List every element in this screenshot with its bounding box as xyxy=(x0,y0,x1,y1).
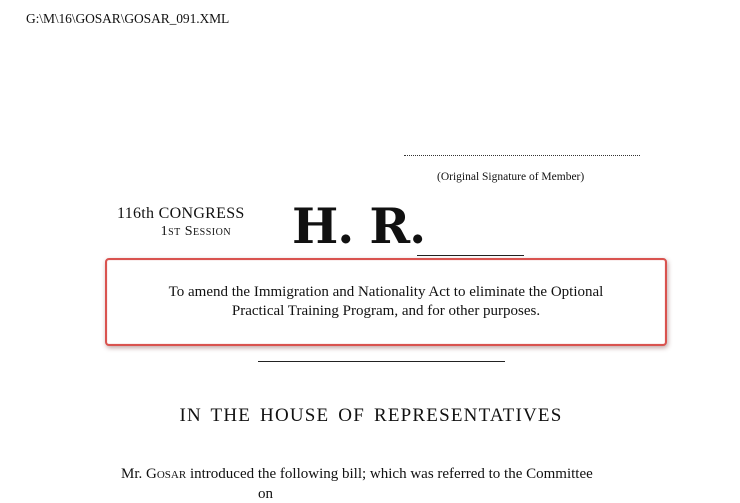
introduction-line xyxy=(121,466,593,483)
bill-purpose-line-1: To amend the Immigration and Nationality Act to eliminate the Optional xyxy=(168,284,604,300)
introduction-continuation: on xyxy=(258,486,273,502)
congress-session-block xyxy=(117,205,245,241)
congress-number: 116th CONGRESS xyxy=(117,205,245,222)
introduction-text: introduced the following bill; which was referred to the Committee xyxy=(189,466,593,482)
bill-purpose-line-2: Practical Training Program, and for other purposes. xyxy=(231,303,541,319)
bill-number-blank xyxy=(417,255,524,256)
chamber-title: IN THE HOUSE OF REPRESENTATIVES xyxy=(179,405,563,426)
file-path: G:\M\16\GOSAR\GOSAR_091.XML xyxy=(26,11,230,26)
sponsor-prefix: Mr. xyxy=(121,466,143,482)
bill-designation: H. R. xyxy=(292,197,426,255)
session-label: 1st Session xyxy=(160,224,232,239)
sponsor-name: Gosar xyxy=(146,466,187,482)
signature-caption: (Original Signature of Member) xyxy=(437,171,585,183)
bill-purpose xyxy=(107,283,665,321)
section-divider xyxy=(258,361,505,362)
signature-line xyxy=(404,149,640,156)
purpose-highlight-box xyxy=(105,258,667,346)
